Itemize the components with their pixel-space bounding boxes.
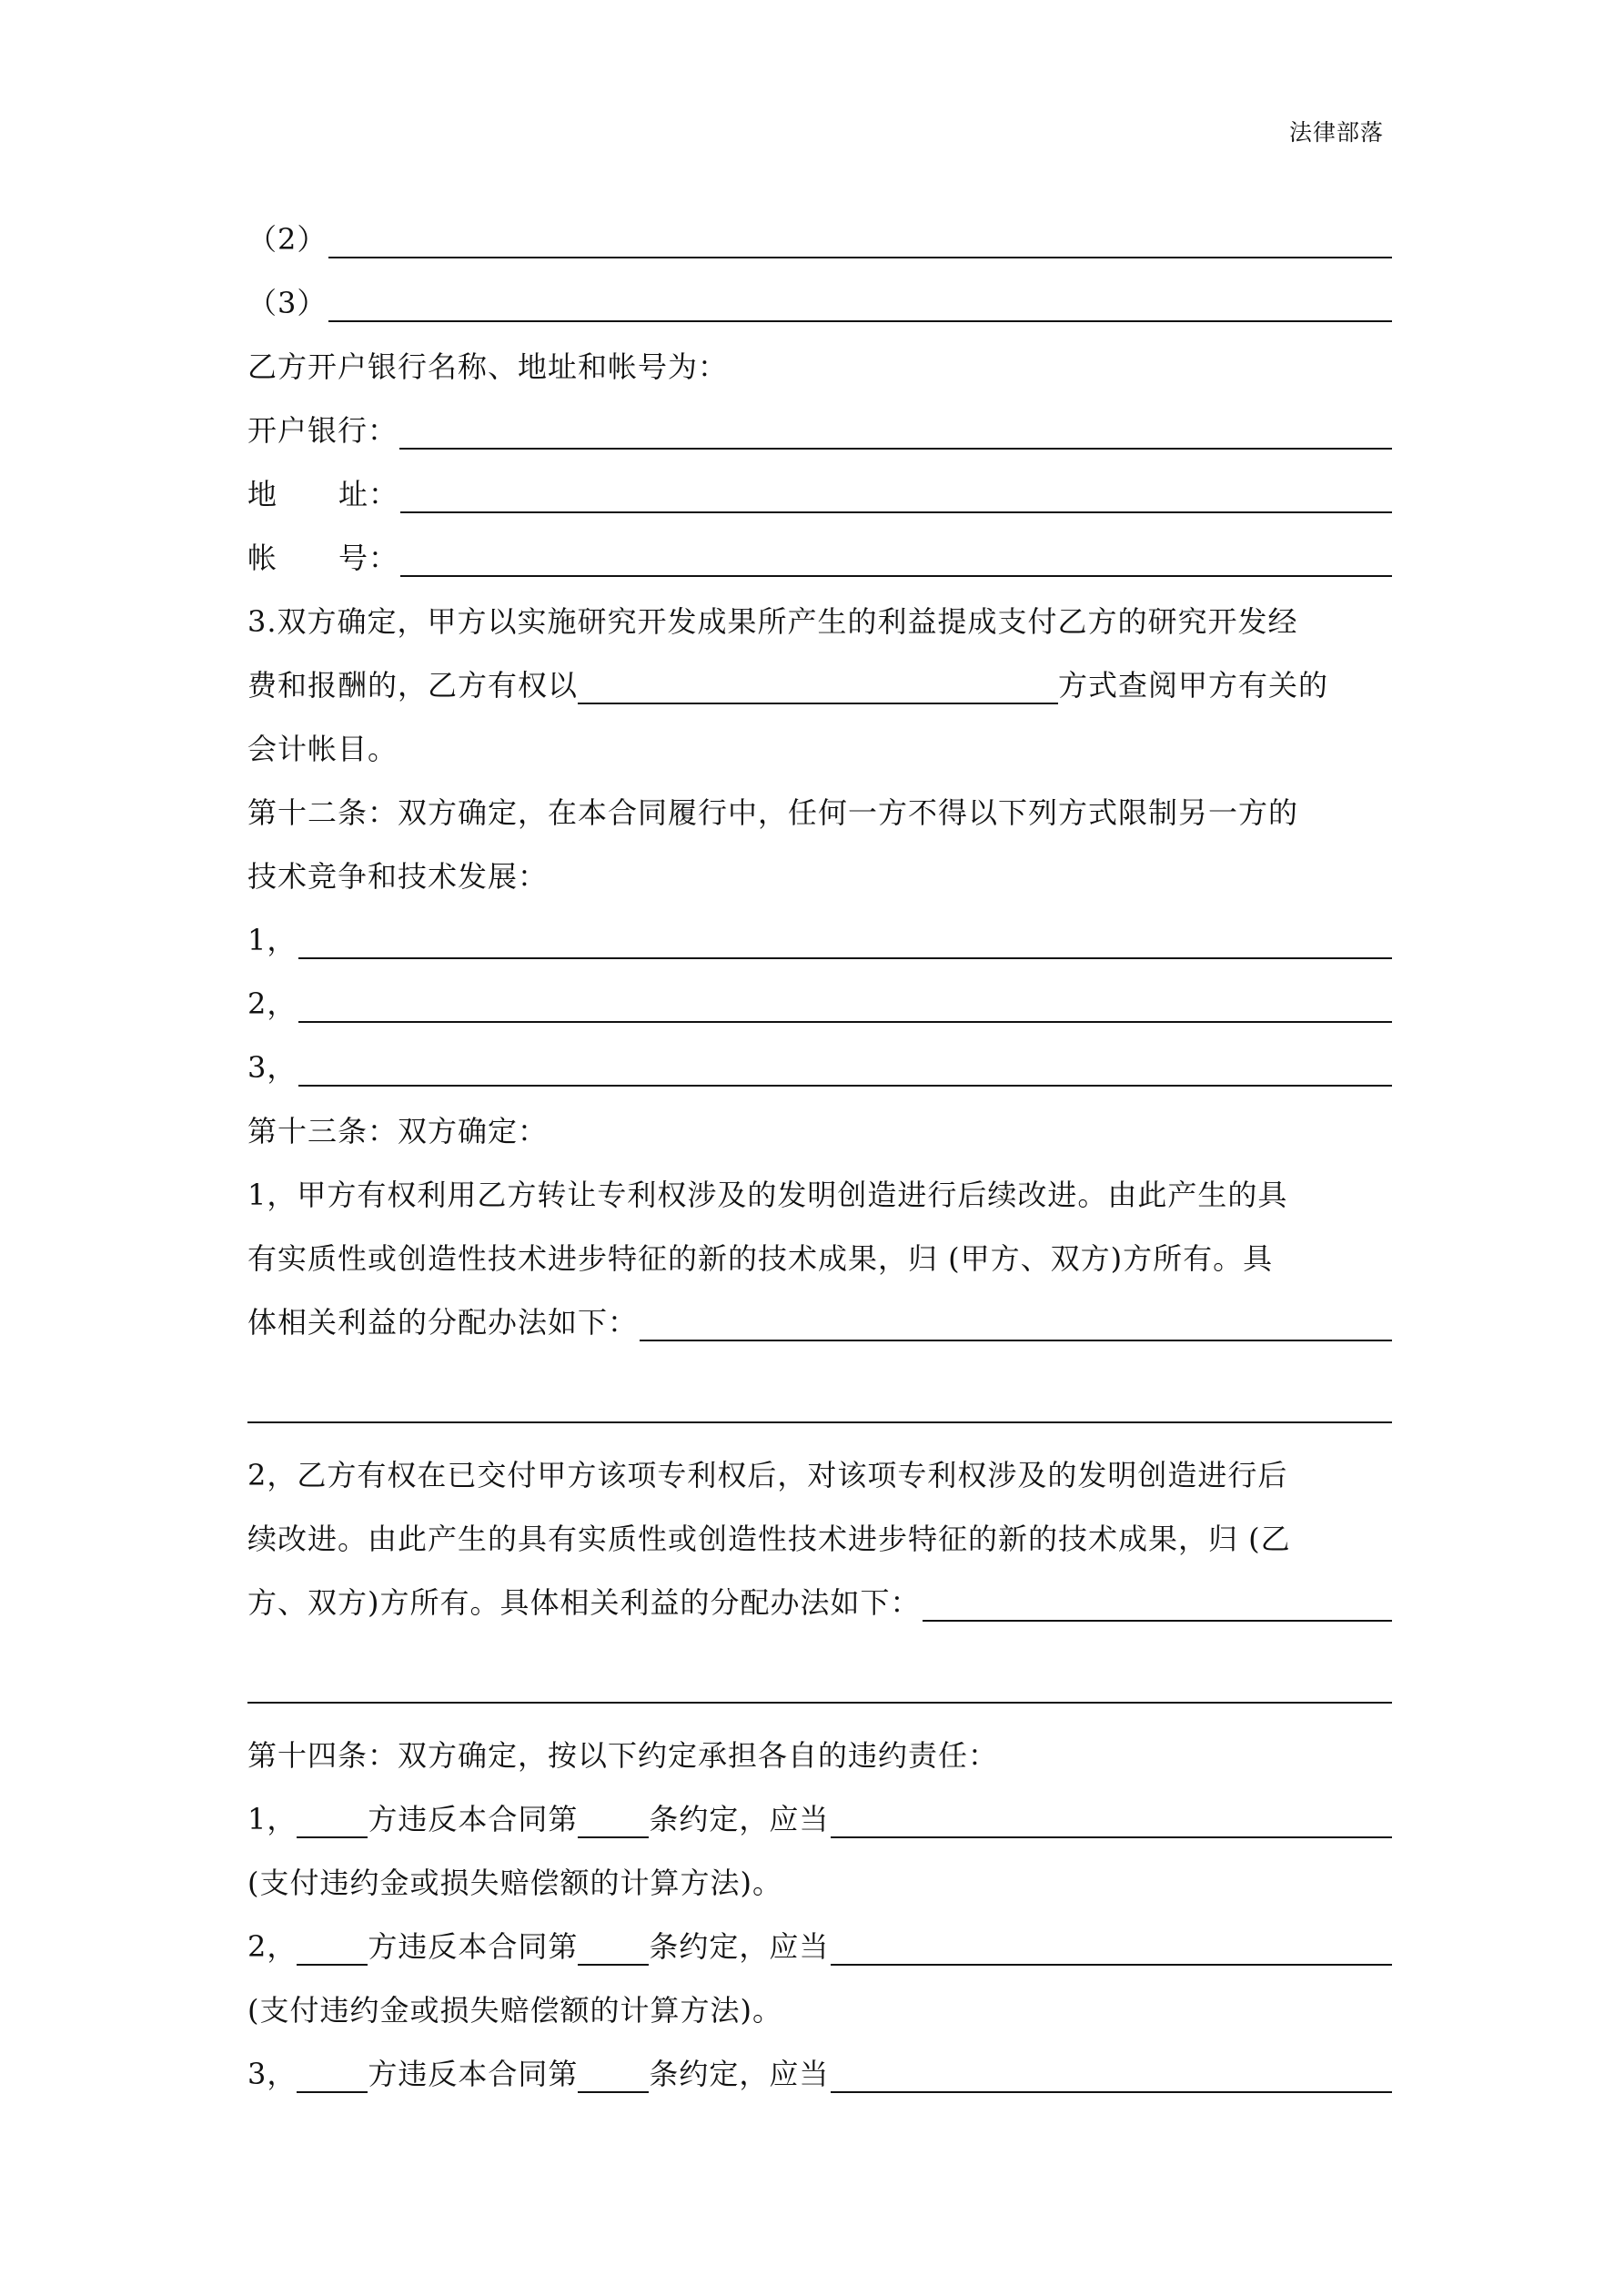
art12-text-b: 技术竞争和技术发展： <box>247 859 549 894</box>
art12-line-a <box>247 781 1392 845</box>
breach-2-number: 2， <box>247 1929 298 1964</box>
breach-3-remedy-blank[interactable] <box>831 2055 1392 2093</box>
art12-item-3 <box>247 1036 1392 1099</box>
p3-line-c <box>247 717 1392 781</box>
art13-1-line-a <box>247 1163 1392 1227</box>
account-label-a: 帐 <box>247 541 278 575</box>
breach-3-party-blank[interactable] <box>297 2055 368 2093</box>
art12-item-2-label: 2， <box>247 986 298 1021</box>
breach-1-number: 1， <box>247 1802 298 1836</box>
art12-item-3-blank[interactable] <box>298 1048 1392 1087</box>
breach-2-party-blank[interactable] <box>297 1927 368 1966</box>
art14-heading-line <box>247 1724 1392 1787</box>
bank-intro-text: 乙方开户银行名称、地址和帐号为： <box>247 349 729 384</box>
art12-item-3-label: 3， <box>247 1050 298 1085</box>
breach-2-note-line <box>247 1978 1392 2042</box>
art13-1-text-c: 体相关利益的分配办法如下： <box>247 1305 639 1340</box>
account-label-b: 号： <box>338 541 399 575</box>
address-label-b: 址： <box>338 477 399 511</box>
art12-text-a: 第十二条：双方确定，在本合同履行中，任何一方不得以下列方式限制另一方的 <box>247 795 1299 830</box>
breach-1-note-line <box>247 1851 1392 1915</box>
breach-3-line <box>247 2042 1392 2106</box>
art12-line-b <box>247 845 1392 908</box>
bank-name-label: 开户银行： <box>247 413 398 448</box>
art13-2-line-b <box>247 1507 1392 1571</box>
item-2-line <box>247 207 1392 271</box>
art13-2-text-b: 续改进。由此产生的具有实质性或创造性技术进步特征的新的技术成果，归 (乙 <box>247 1522 1291 1556</box>
breach-2-text-b: 条约定，应当 <box>649 1929 830 1964</box>
inspection-method-blank[interactable] <box>578 666 1058 704</box>
item-3-label: （3） <box>247 286 328 320</box>
breach-3-article-blank[interactable] <box>578 2055 649 2093</box>
p3-text-c: 会计帐目。 <box>247 732 398 766</box>
bank-name-line <box>247 399 1392 462</box>
breach-3-text-b: 条约定，应当 <box>649 2057 830 2091</box>
art13-heading-line <box>247 1099 1392 1163</box>
item-3-line <box>247 271 1392 335</box>
breach-2-remedy-blank[interactable] <box>831 1927 1392 1966</box>
art13-1-text-b: 有实质性或创造性技术进步特征的新的技术成果，归 (甲方、双方)方所有。具 <box>247 1241 1274 1276</box>
breach-1-text-b: 条约定，应当 <box>649 1802 830 1836</box>
art13-1-text-a: 1，甲方有权利用乙方转让专利权涉及的发明创造进行后续改进。由此产生的具 <box>247 1178 1288 1212</box>
art12-item-1 <box>247 908 1392 972</box>
art12-item-1-blank[interactable] <box>298 921 1392 959</box>
art13-2-line-a <box>247 1443 1392 1507</box>
address-line <box>247 462 1392 526</box>
breach-1-article-blank[interactable] <box>578 1800 649 1838</box>
art12-item-1-label: 1， <box>247 923 298 957</box>
p3-line-b <box>247 653 1392 717</box>
bank-name-blank[interactable] <box>399 411 1392 450</box>
art13-2-line-c <box>247 1571 1392 1634</box>
breach-1-line <box>247 1787 1392 1851</box>
art13-1-distribution-blank[interactable] <box>640 1303 1392 1341</box>
bank-intro-line <box>247 335 1392 399</box>
breach-2-text-a: 方违反本合同第 <box>368 1929 579 1964</box>
item-2-label: （2） <box>247 222 328 257</box>
art13-2-text-a: 2，乙方有权在已交付甲方该项专利权后，对该项专利权涉及的发明创造进行后 <box>247 1458 1288 1492</box>
breach-1-text-a: 方违反本合同第 <box>368 1802 579 1836</box>
breach-1-note: (支付违约金或损失赔偿额的计算方法)。 <box>247 1866 782 1900</box>
address-label-a: 地 <box>247 477 278 511</box>
art13-2-text-c: 方、双方)方所有。具体相关利益的分配办法如下： <box>247 1585 921 1620</box>
document-body <box>247 207 1392 2106</box>
account-blank[interactable] <box>400 539 1392 577</box>
art14-heading: 第十四条：双方确定，按以下约定承担各自的违约责任： <box>247 1738 999 1773</box>
breach-2-line <box>247 1915 1392 1978</box>
account-line <box>247 526 1392 590</box>
art12-item-2 <box>247 972 1392 1036</box>
art13-1-distribution-blank-2[interactable] <box>247 1354 1392 1423</box>
p3-text-b1: 费和报酬的，乙方有权以 <box>247 668 579 703</box>
art13-heading: 第十三条：双方确定： <box>247 1114 549 1148</box>
art13-1-line-b <box>247 1227 1392 1290</box>
p3-text-a: 3.双方确定，甲方以实施研究开发成果所产生的利益提成支付乙方的研究开发经 <box>247 604 1298 639</box>
item-3-blank[interactable] <box>328 284 1392 322</box>
breach-3-text-a: 方违反本合同第 <box>368 2057 579 2091</box>
art13-1-line-c <box>247 1290 1392 1354</box>
art13-2-distribution-blank-2[interactable] <box>247 1634 1392 1704</box>
page-header: 法律部落 <box>1288 119 1384 146</box>
breach-1-party-blank[interactable] <box>297 1800 368 1838</box>
breach-3-number: 3， <box>247 2057 298 2091</box>
breach-1-remedy-blank[interactable] <box>831 1800 1392 1838</box>
item-2-blank[interactable] <box>328 220 1392 258</box>
breach-2-note: (支付违约金或损失赔偿额的计算方法)。 <box>247 1993 782 2028</box>
breach-2-article-blank[interactable] <box>578 1927 649 1966</box>
p3-line-a <box>247 590 1392 653</box>
art13-2-distribution-blank[interactable] <box>923 1583 1393 1622</box>
art12-item-2-blank[interactable] <box>298 985 1392 1023</box>
address-blank[interactable] <box>400 475 1392 513</box>
p3-text-b2: 方式查阅甲方有关的 <box>1058 668 1329 703</box>
